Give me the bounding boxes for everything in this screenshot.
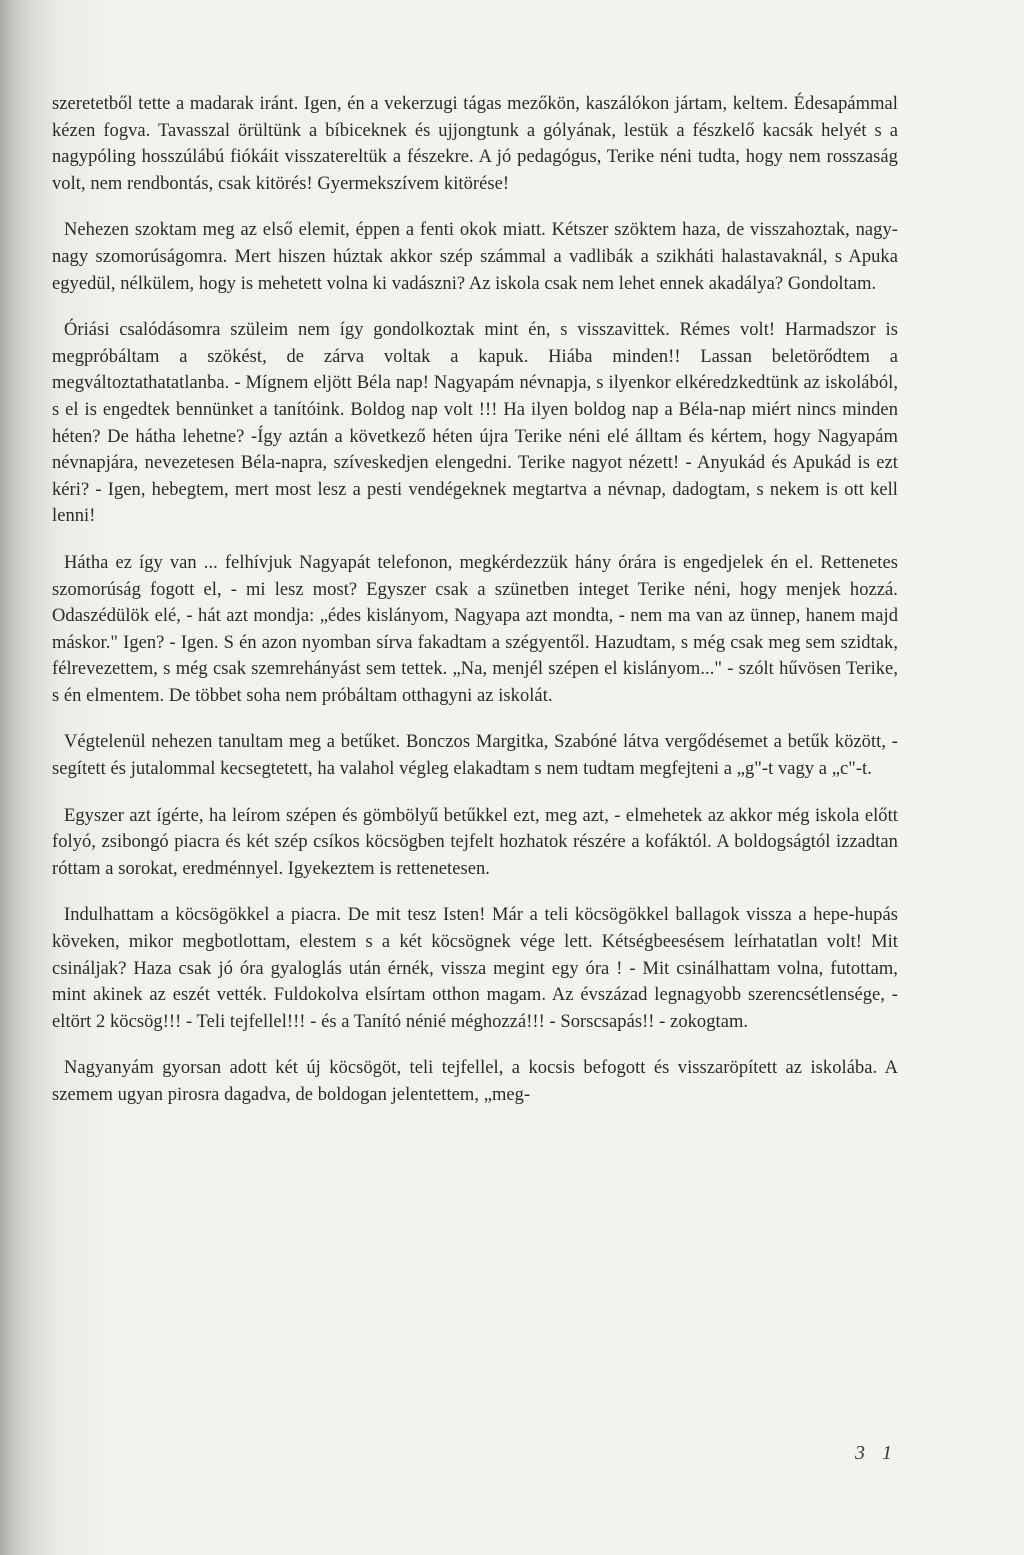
paragraph-4: Hátha ez így van ... felhívjuk Nagyapát telefonon, megkérdezzük hány órára is engedjelek én el. Rettenetes szomorúság fogott el, - mi lesz most? Egyszer csak a szünetben integet Terike néni, hogy menjek hozzá. Odaszédülök elé, - hát azt mondja: „édes kislányom, Nagyapa azt mondta, - nem ma van az ünnep, hanem majd máskor." Igen? - Igen. S én azon nyomban sírva fakadtam a szégyentől. Hazudtam, s még csak meg sem szidtak, félrevezettem, s még csak szemrehányást sem tettek. „Na, menjél szépen el kislányom..." - szólt hűvösen Terike, s én elmentem. De többet soha nem próbáltam otthagyni az iskolát. [52, 552, 898, 706]
paragraph-3: Óriási csalódásomra szüleim nem így gondolkoztak mint én, s visszavittek. Rémes volt! Harmadszor is megpróbáltam a szökést, de zárva voltak a kapuk. Hiába minden!! Lassan beletörődtem a megváltoztathatatlanba. - Mígnem eljött Béla nap! Nagyapám névnapja, s ilyenkor elkéredzkedtünk az iskolából, s el is engedtek bennünket a tanítóink. Boldog nap volt !!! Ha ilyen boldog nap a Béla-nap miért nincs minden héten? De hátha lehetne? -Így aztán a következő héten újra Terike néni elé álltam és kértem, hogy Nagyapám névnapjára, nevezetesen Béla-napra, szíveskedjen elengedni. Terike nagyot nézett! - Anyukád és Apukád is ezt kéri? - Igen, hebegtem, mert most lesz a pesti vendégeknek megtartva a névnap, dadogtam, s nekem is ott kell lenni! [52, 320, 898, 527]
paragraph-8: Nagyanyám gyorsan adott két új köcsögöt, teli tejfellel, a kocsis befogott és visszaröpített az iskolába. A szemem ugyan pirosra dagadva, de boldogan jelentettem, „meg- [52, 1058, 898, 1105]
body-text [52, 91, 898, 1109]
paragraph-5: Végtelenül nehezen tanultam meg a betűket. Bonczos Margitka, Szabóné látva vergődésemet a betűk között, - segített és jutalommal kecsegtetett, ha valahol végleg elakadtam s nem tudtam megfejteni a „g"-t vagy a „c"-t. [52, 732, 898, 780]
paragraph-1: szeretetből tette a madarak iránt. Igen, én a vekerzugi tágas mezőkön, kaszálókon jártam, keltem. Édesapámmal kézen fogva. Tavasszal örültünk a bíbiceknek és ujjongtunk a gólyának, lestük a fészkelő kacsák helyét s a nagypóling hosszúlábú fiókáit visszatereltük a fészekre. A jó pedagógus, Terike néni tudta, hogy nem rosszaság volt, nem rendbontás, csak kitörés! Gyermekszívem kitörése! [52, 94, 898, 194]
page-number: 3 1 [855, 1442, 898, 1464]
paragraph-6: Egyszer azt ígérte, ha leírom szépen és gömbölyű betűkkel ezt, meg azt, - elmehetek az akkor még iskola előtt folyó, zsibongó piacra és két szép csíkos köcsögben tejfelt hozhatok részére a kofáktól. A boldogságtól izzadtan róttam a sorokat, eredménnyel. Igyekeztem is rettenetesen. [52, 805, 898, 879]
paragraph-2: Nehezen szoktam meg az első elemit, éppen a fenti okok miatt. Kétszer szöktem haza, de visszahoztak, nagy-nagy szomorúságomra. Mert hiszen húztak akkor szép számmal a vadlibák a szikháti halastavaknál, s Apuka egyedül, nélkülem, hogy is mehetett volna ki vadászni? Az iskola csak nem lehet ennek akadálya? Gondoltam. [52, 220, 898, 294]
paragraph-7: Indulhattam a köcsögökkel a piacra. De mit tesz Isten! Már a teli köcsögökkel ballagok vissza a hepe-hupás köveken, mikor megbotlottam, elestem s a két köcsögnek vége lett. Kétségbeesésem leírhatatlan volt! Mit csináljak? Haza csak jó óra gyaloglás után érnék, vissza megint egy óra ! - Mit csinálhattam volna, futottam, mint akinek az eszét vették. Fuldokolva elsírtam otthon magam. Az évszázad legnagyobb szerencsétlensége, - eltört 2 köcsög!!! - Teli tejfellel!!! - és a Tanító nénié méghozzá!!! - Sorscsapás!! - zokogtam. [52, 905, 898, 1032]
